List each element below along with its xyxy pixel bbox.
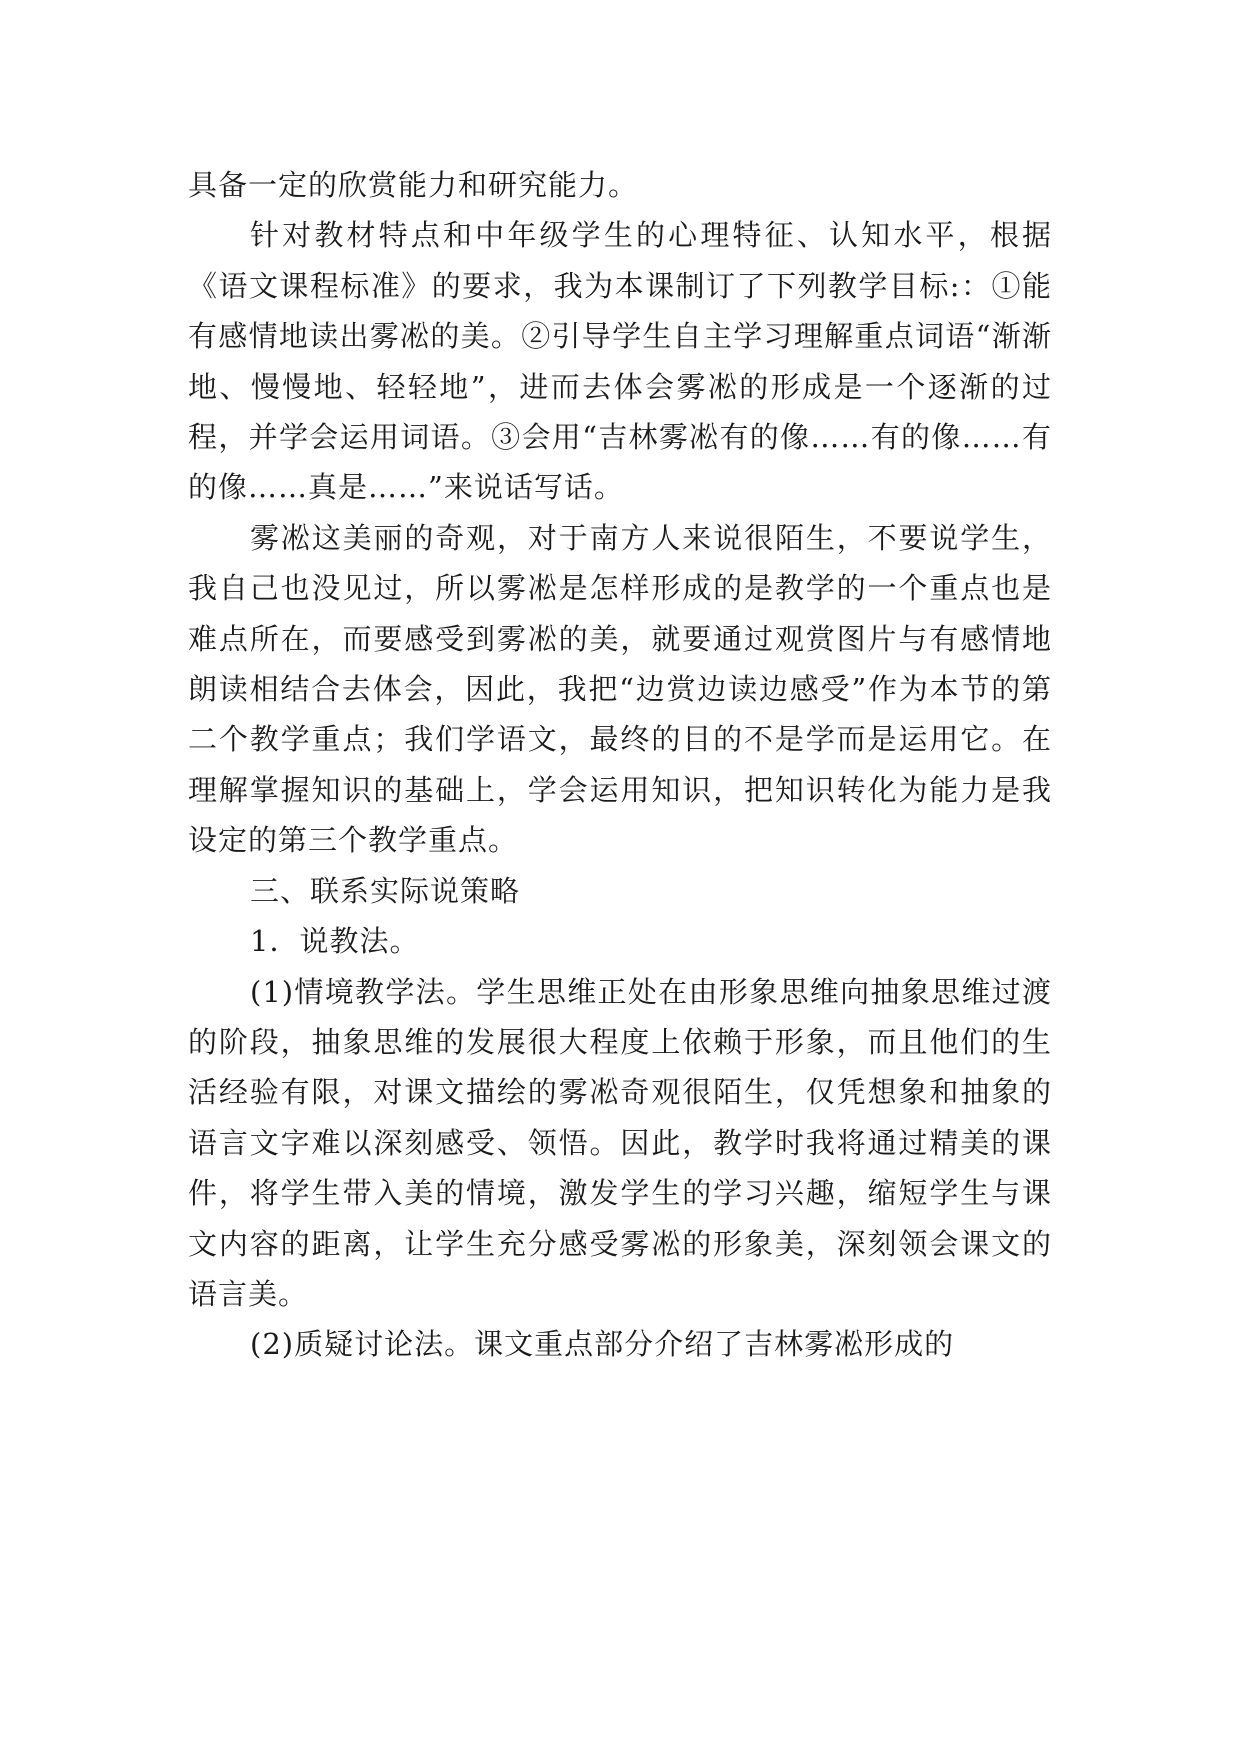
paragraph-teaching-goals: 针对教材特点和中年级学生的心理特征、认知水平，根据《语文课程标准》的要求，我为本课制订了下列教学目标:：①能有感情地读出雾凇的美。②引导学生自主学习理解重点词语“渐渐地、慢慢地、轻轻地”，进而去体会雾凇的形成是一个逐渐的过程，并学会运用词语。③会用“吉林雾凇有的像……有的像……有的像……真是……”来说话写话。 bbox=[188, 218, 1052, 505]
paragraph-key-points: 雾凇这美丽的奇观，对于南方人来说很陌生，不要说学生，我自己也没见过，所以雾凇是怎样形成的是教学的一个重点也是难点所在，而要感受到雾凇的美，就要通过观赏图片与有感情地朗读相结合去体会，因此，我把“边赏边读边感受”作为本节的第二个教学重点；我们学语文，最终的目的不是学而是运用它。在理解掌握知识的基础上，学会运用知识，把知识转化为能力是我设定的第三个教学重点。 bbox=[188, 520, 1052, 858]
section-heading-strategy: 三、联系实际说策略 bbox=[250, 873, 521, 908]
subheading-teaching-method: 1．说教法。 bbox=[250, 924, 420, 959]
paragraph-situational-method: (1)情境教学法。学生思维正处在由形象思维向抽象思维过渡的阶段，抽象思维的发展很大程度上依赖于形象，而且他们的生活经验有限，对课文描绘的雾凇奇观很陌生，仅凭想象和抽象的语言文字难以深刻感受、领悟。因此，教学时我将通过精美的课件，将学生带入美的情境，激发学生的学习兴趣，缩短学生与课文内容的距离，让学生充分感受雾凇的形象美，深刻领会课文的语言美。 bbox=[188, 974, 1052, 1311]
paragraph-continuation: 具备一定的欣赏能力和研究能力。 bbox=[188, 168, 639, 202]
paragraph-discussion-method: (2)质疑讨论法。课文重点部分介绍了吉林雾凇形成的 bbox=[250, 1327, 955, 1362]
document-body bbox=[188, 160, 1052, 1370]
